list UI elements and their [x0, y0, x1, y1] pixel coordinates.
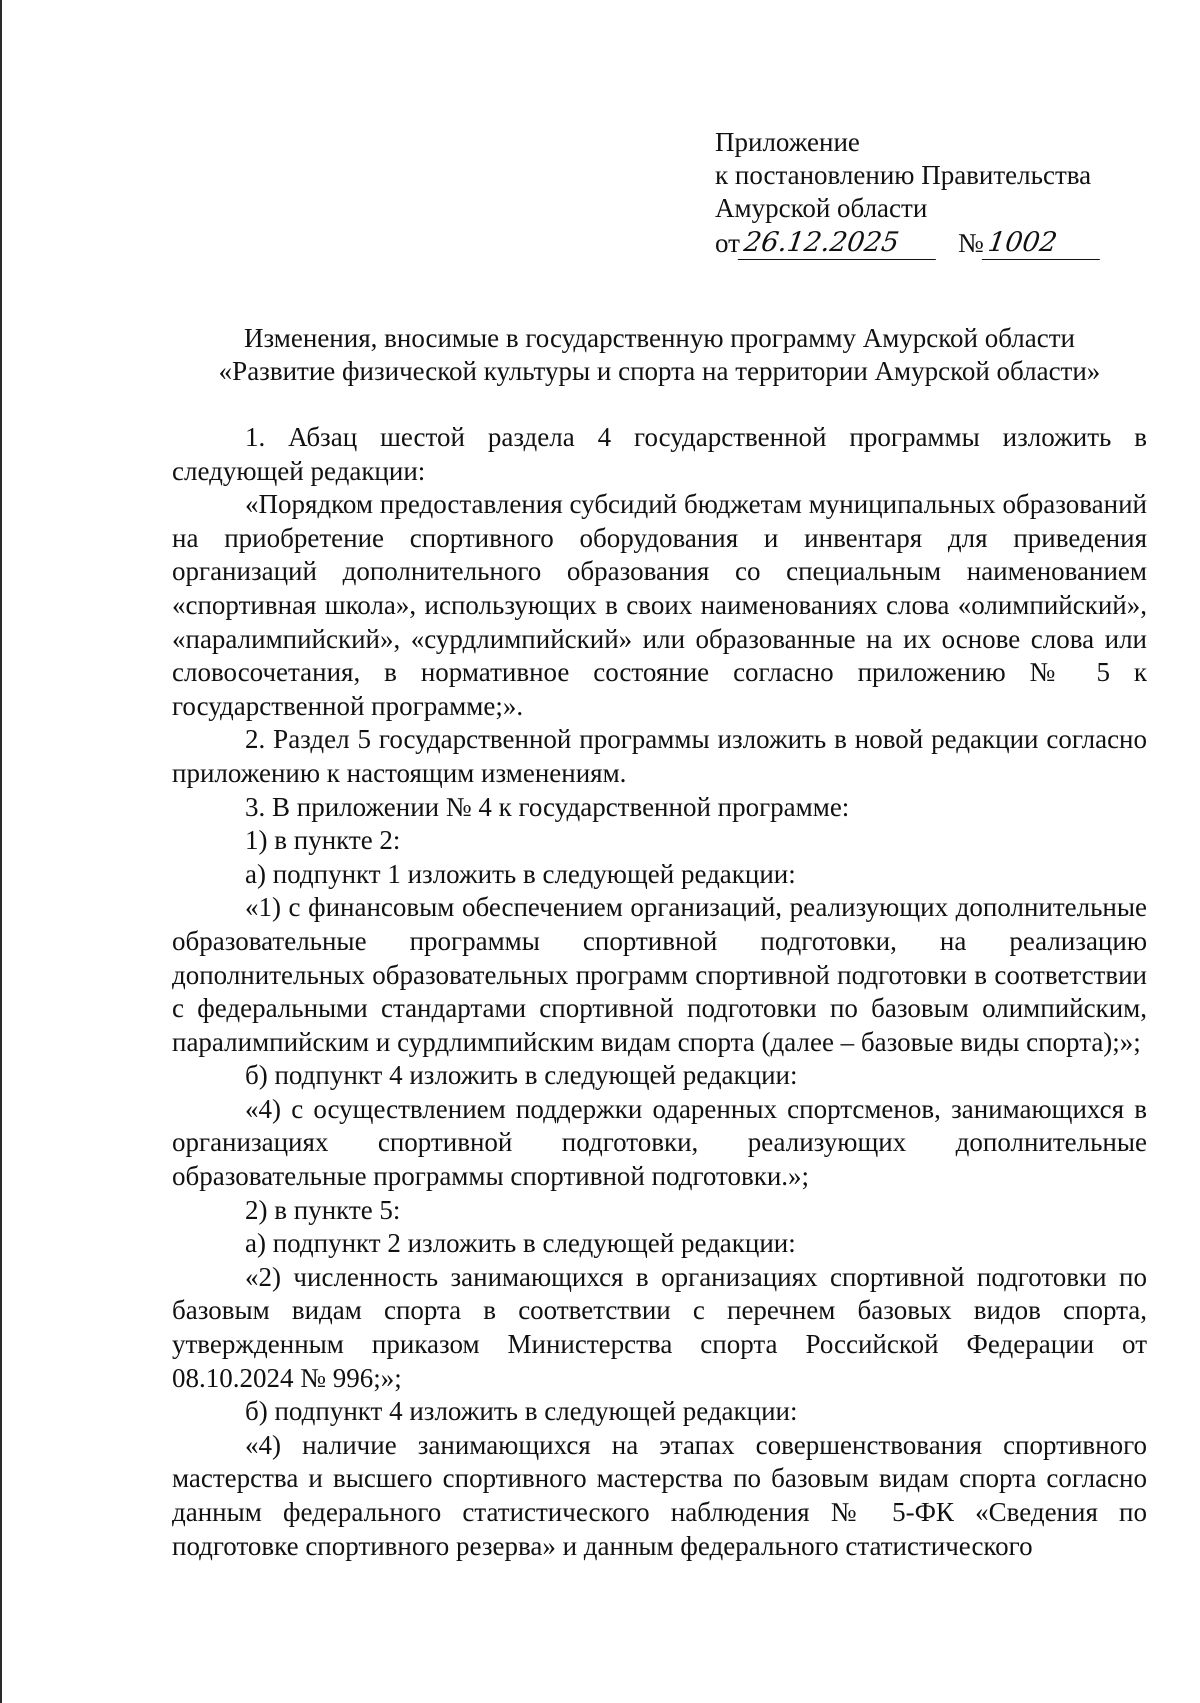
paragraph: 3. В приложении № 4 к государственной программе: [245, 791, 850, 822]
appendix-title: Приложение [715, 127, 860, 157]
paragraph: б) подпункт 4 изложить в следующей редакции: [245, 1060, 798, 1091]
number-prefix: № [957, 228, 984, 258]
date-number-line [715, 227, 1135, 260]
paragraph: 2. Раздел 5 государственной программы изложить в новой редакции согласно приложению к настоящим изменениям. [172, 724, 1147, 788]
paragraph: б) подпункт 4 изложить в следующей редакции: [245, 1396, 798, 1427]
paragraph: 2) в пункте 5: [245, 1194, 401, 1225]
scan-edge [0, 0, 2, 1703]
paragraph: «4) с осуществлением поддержки одаренных спортсменов, занимающихся в организациях спортивной подготовки, реализующих дополнительные образовательные программы спортивной подготовки.»; [172, 1093, 1147, 1192]
document-body [172, 421, 1147, 1563]
appendix-block [715, 126, 1135, 260]
paragraph: а) подпункт 2 изложить в следующей редакции: [245, 1228, 796, 1259]
heading-line-1: Изменения, вносимые в государственную программу Амурской области [244, 323, 1075, 353]
date-prefix: от [715, 228, 740, 258]
paragraph: 1) в пункте 2: [245, 825, 401, 856]
paragraph: «4) наличие занимающихся на этапах совершенствования спортивного мастерства и высшего спортивного мастерства по базовым видам спорта согласно данным федерального статистического наблюдения № 5-ФК «Сведения по подготовке спортивного резерва» и данным федерального статистического [172, 1429, 1147, 1561]
handwritten-number: 1002 [981, 228, 1103, 260]
paragraph: «2) численность занимающихся в организациях спортивной подготовки по базовым видам спорта в соответствии с перечнем базовых видов спорта, утвержденным приказом Министерства спорта Российской Федерации от 08.10.2024 № 996;»; [172, 1261, 1147, 1393]
paragraph: «1) с финансовым обеспечением организаций, реализующих дополнительные образовательные программы спортивной подготовки, на реализацию дополнительных образовательных программ спортивной подготовки в соответствии с федеральными стандартами спортивной подготовки по базовым олимпийским, паралимпийским и сурдлимпийским видам спорта (далее – базовые виды спорта);»; [172, 892, 1147, 1057]
paragraph: а) подпункт 1 изложить в следующей редакции: [245, 858, 796, 889]
paragraph: 1. Абзац шестой раздела 4 государственной программы изложить в следующей редакции: [172, 422, 1147, 486]
document-heading [172, 322, 1147, 388]
paragraph: «Порядком предоставления субсидий бюджетам муниципальных образований на приобретение спортивного оборудования и инвентаря для приведения организаций дополнительного образования со специальным наименованием «спортивная школа», использующих в своих наименованиях слова «олимпийский», «паралимпийский», «сурдлимпийский» или образованные на их основе слова или словосочетания, в нормативное состояние согласно приложению № 5 к государственной программе;». [172, 489, 1147, 721]
handwritten-date: 26.12.2025 [738, 228, 940, 260]
appendix-resolution: к постановлению Правительства [715, 160, 1092, 190]
appendix-region: Амурской области [715, 193, 928, 223]
heading-line-2: «Развитие физической культуры и спорта на территории Амурской области» [218, 356, 1101, 386]
